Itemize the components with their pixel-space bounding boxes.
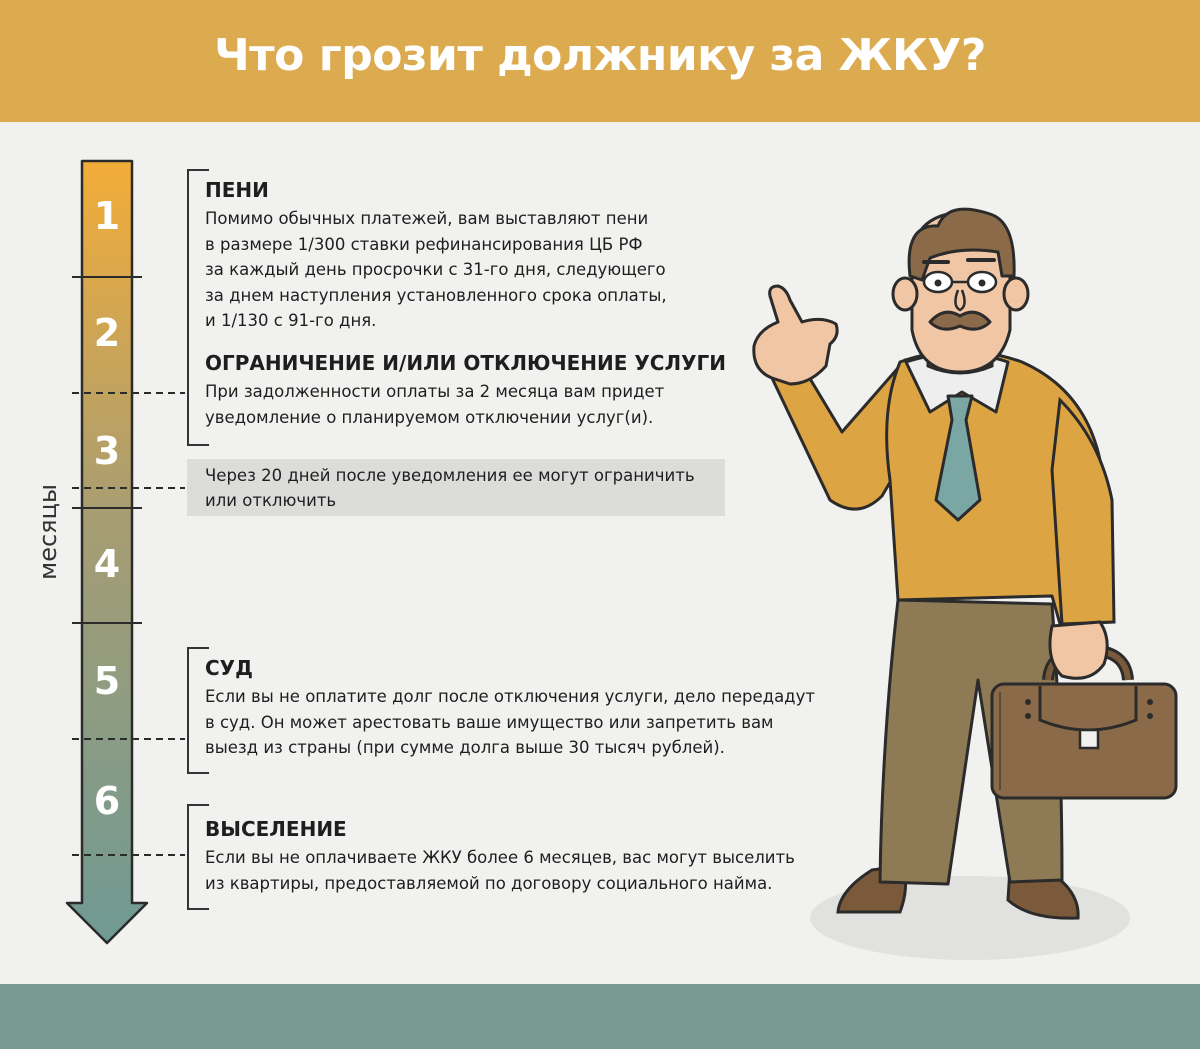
section-text: При задолженности оплаты за 2 месяца вам придет уведомление о планируемом отключении услуг(и).: [205, 382, 665, 427]
section-court: [205, 656, 815, 761]
notice-text: Через 20 дней после уведомления ее могут ограничить или отключить: [205, 466, 695, 510]
section-penalty: [205, 178, 667, 334]
footer-band: [0, 984, 1200, 1049]
section-title: СУД: [205, 656, 253, 680]
month-2-label: 2: [93, 311, 121, 355]
section-title: ОГРАНИЧЕНИЕ И/ИЛИ ОТКЛЮЧЕНИЕ УСЛУГИ: [205, 351, 726, 375]
page-title: Что грозит должнику за ЖКУ?: [214, 30, 986, 81]
section-text: Помимо обычных платежей, вам выставляют пени в размере 1/300 ставки рефинансирования ЦБ РФ за каждый день просрочки с 31-го дня, следующего за днем наступления установленного срока оплаты, и 1/130 с 91-го дня.: [205, 209, 667, 330]
month-5-label: 5: [93, 659, 121, 703]
month-6-label: 6: [93, 779, 121, 823]
section-title: ПЕНИ: [205, 178, 269, 202]
section-eviction: [205, 817, 795, 896]
section-text: Если вы не оплачиваете ЖКУ более 6 месяцев, вас могут выселить из квартиры, предоставляемой по договору социального найма.: [205, 848, 795, 893]
section-title: ВЫСЕЛЕНИЕ: [205, 817, 347, 841]
month-1-label: 1: [93, 194, 121, 238]
axis-label: месяцы: [34, 484, 62, 580]
man-with-briefcase-illustration: [740, 180, 1200, 970]
notice-box: [187, 459, 725, 516]
month-3-label: 3: [93, 429, 121, 473]
month-4-label: 4: [93, 542, 121, 586]
section-text: Если вы не оплатите долг после отключения услуги, дело передадут в суд. Он может арестовать ваше имущество или запретить вам выезд из страны (при сумме долга выше 30 тысяч рублей).: [205, 687, 815, 757]
section-restriction: [205, 351, 726, 430]
